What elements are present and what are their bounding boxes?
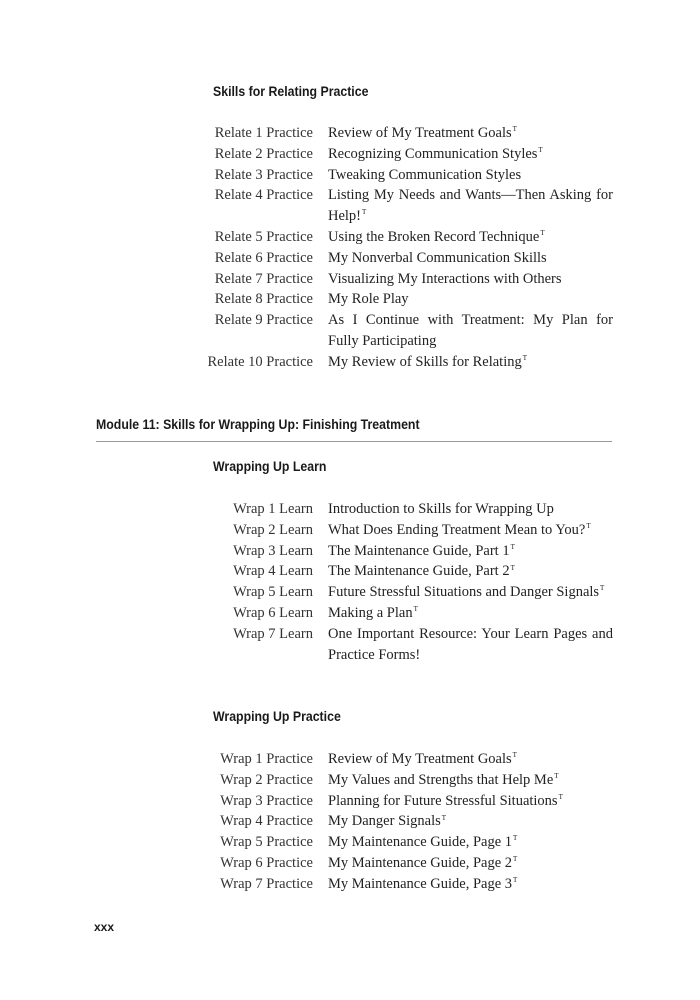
toc-row [0, 791, 700, 812]
toc-entry-label: Wrap 2 Practice [220, 771, 313, 788]
toc-row [0, 811, 700, 832]
toc-entry-title [328, 269, 613, 290]
toc-entry-mark: T [513, 875, 518, 884]
toc-entry-title [328, 603, 613, 624]
wrap-practice-list [0, 749, 700, 895]
toc-entry-title-text: Tweaking Communication Styles [328, 166, 522, 183]
toc-entry-label: Relate 4 Practice [214, 187, 313, 204]
toc-entry-title-text: Listing My Needs and Wants—Then Asking for Help! [328, 187, 613, 225]
wrap-practice-heading: Wrapping Up Practice [213, 708, 341, 724]
toc-entry-label: Wrap 3 Learn [233, 542, 313, 559]
wrap-learn-heading: Wrapping Up Learn [213, 458, 327, 474]
toc-entry-title-text: Recognizing Communication Styles [328, 145, 538, 162]
toc-entry-label: Wrap 5 Learn [233, 584, 313, 601]
toc-entry-mark: T [558, 792, 563, 801]
toc-row [0, 165, 700, 186]
toc-row [0, 248, 700, 269]
toc-row [0, 624, 700, 666]
page-number: xxx [94, 920, 115, 934]
toc-entry-mark: T [600, 584, 605, 593]
toc-entry-mark: T [441, 813, 447, 822]
toc-row [0, 874, 700, 895]
toc-entry-title-text: Introduction to Skills for Wrapping Up [328, 501, 554, 517]
toc-entry-title-text: Review of My Treatment Goals [328, 751, 512, 767]
toc-row [0, 603, 700, 624]
toc-entry-label: Wrap 2 Learn [233, 521, 313, 538]
toc-entry-label: Wrap 4 Practice [220, 813, 313, 830]
toc-row [0, 144, 700, 165]
toc-entry-title-text: Future Stressful Situations and Danger Signals [328, 584, 600, 601]
toc-entry-mark: T [510, 563, 515, 572]
toc-entry-label: Relate 9 Practice [214, 312, 313, 329]
toc-row [0, 541, 700, 562]
toc-entry-title [328, 853, 613, 874]
toc-entry-label: Wrap 5 Practice [220, 834, 313, 851]
toc-entry-title [328, 624, 613, 666]
toc-entry-label: Wrap 7 Practice [220, 875, 313, 892]
toc-entry-label: Relate 7 Practice [214, 270, 313, 287]
toc-entry-label: Wrap 4 Learn [233, 563, 313, 580]
toc-entry-title [328, 289, 613, 310]
toc-row [0, 832, 700, 853]
toc-entry-title [328, 791, 613, 812]
toc-entry-title [328, 352, 613, 373]
toc-entry-label: Relate 8 Practice [214, 291, 313, 308]
toc-entry-label: Wrap 1 Learn [233, 501, 313, 517]
toc-entry-title-text: My Role Play [328, 291, 409, 308]
toc-entry-title-text: Making a Plan [328, 604, 413, 621]
toc-row [0, 853, 700, 874]
toc-entry-title [328, 832, 613, 853]
toc-entry-mark: T [586, 521, 591, 530]
toc-entry-title-text: Review of My Treatment Goals [328, 125, 512, 141]
toc-entry-title-text: What Does Ending Treatment Mean to You? [328, 521, 586, 538]
toc-entry-title-text: My Review of Skills for Relating [328, 353, 522, 370]
toc-row [0, 185, 700, 227]
toc-entry-title [328, 749, 613, 770]
toc-entry-label: Wrap 7 Learn [233, 625, 313, 642]
toc-entry-mark: T [510, 542, 515, 551]
toc-entry-mark: T [540, 229, 545, 238]
toc-row [0, 352, 700, 373]
toc-row [0, 770, 700, 791]
toc-entry-mark: T [513, 834, 518, 843]
relate-practice-heading: Skills for Relating Practice [213, 83, 369, 99]
toc-row [0, 561, 700, 582]
toc-entry-title [328, 811, 613, 832]
toc-entry-mark: T [554, 771, 559, 780]
toc-entry-title-text: My Values and Strengths that Help Me [328, 771, 554, 788]
toc-entry-title-text: As I Continue with Treatment: My Plan for Fully Participating [328, 312, 613, 349]
toc-row [0, 289, 700, 310]
toc-entry-title [328, 310, 613, 352]
toc-row [0, 499, 700, 520]
toc-row [0, 582, 700, 603]
toc-row [0, 227, 700, 248]
wrap-learn-list [0, 499, 700, 665]
relate-practice-list [0, 123, 700, 373]
toc-entry-title-text: My Nonverbal Communication Skills [328, 249, 547, 266]
toc-entry-mark: T [413, 605, 418, 614]
toc-entry-label: Relate 3 Practice [214, 166, 313, 183]
toc-entry-mark: T [538, 145, 543, 154]
toc-entry-title-text: Planning for Future Stressful Situations [328, 792, 558, 809]
toc-entry-title-text: Visualizing My Interactions with Others [328, 270, 562, 287]
toc-entry-label: Relate 5 Practice [214, 228, 313, 245]
toc-entry-label: Wrap 6 Practice [220, 854, 313, 871]
toc-row [0, 310, 700, 352]
toc-entry-label: Relate 1 Practice [214, 125, 313, 141]
toc-entry-title-text: My Danger Signals [328, 813, 441, 830]
toc-entry-title [328, 165, 613, 186]
toc-entry-title [328, 499, 613, 520]
toc-entry-title [328, 248, 613, 269]
toc-entry-label: Wrap 6 Learn [233, 604, 313, 621]
toc-entry-mark: T [512, 125, 517, 134]
toc-entry-label: Relate 10 Practice [207, 353, 313, 370]
toc-entry-title-text: My Maintenance Guide, Page 1 [328, 834, 513, 851]
toc-entry-mark: T [513, 855, 518, 864]
toc-entry-mark: T [362, 208, 367, 217]
toc-row [0, 749, 700, 770]
toc-entry-title-text: One Important Resource: Your Learn Pages and Practice Forms! [328, 625, 613, 663]
toc-entry-mark: T [512, 751, 517, 760]
toc-row [0, 269, 700, 290]
toc-entry-title [328, 541, 613, 562]
toc-entry-label: Relate 2 Practice [214, 145, 313, 162]
module-divider [96, 441, 612, 442]
toc-row [0, 520, 700, 541]
toc-entry-title-text: Using the Broken Record Technique [328, 228, 540, 245]
toc-entry-title [328, 227, 613, 248]
module-11-heading: Module 11: Skills for Wrapping Up: Finishing Treatment [96, 416, 420, 432]
toc-entry-title-text: My Maintenance Guide, Page 3 [328, 875, 513, 892]
toc-entry-title-text: The Maintenance Guide, Part 1 [328, 542, 510, 559]
toc-entry-title [328, 561, 613, 582]
toc-entry-title [328, 770, 613, 791]
toc-entry-title [328, 874, 613, 895]
toc-entry-title [328, 520, 613, 541]
toc-entry-title [328, 582, 613, 603]
toc-entry-mark: T [522, 353, 527, 362]
toc-entry-label: Wrap 3 Practice [220, 792, 313, 809]
toc-entry-title-text: The Maintenance Guide, Part 2 [328, 563, 510, 580]
toc-entry-label: Wrap 1 Practice [220, 751, 313, 767]
toc-entry-title-text: My Maintenance Guide, Page 2 [328, 854, 513, 871]
toc-row [0, 123, 700, 144]
toc-entry-title [328, 123, 613, 144]
toc-entry-label: Relate 6 Practice [214, 249, 313, 266]
toc-entry-title [328, 144, 613, 165]
toc-entry-title [328, 185, 613, 227]
